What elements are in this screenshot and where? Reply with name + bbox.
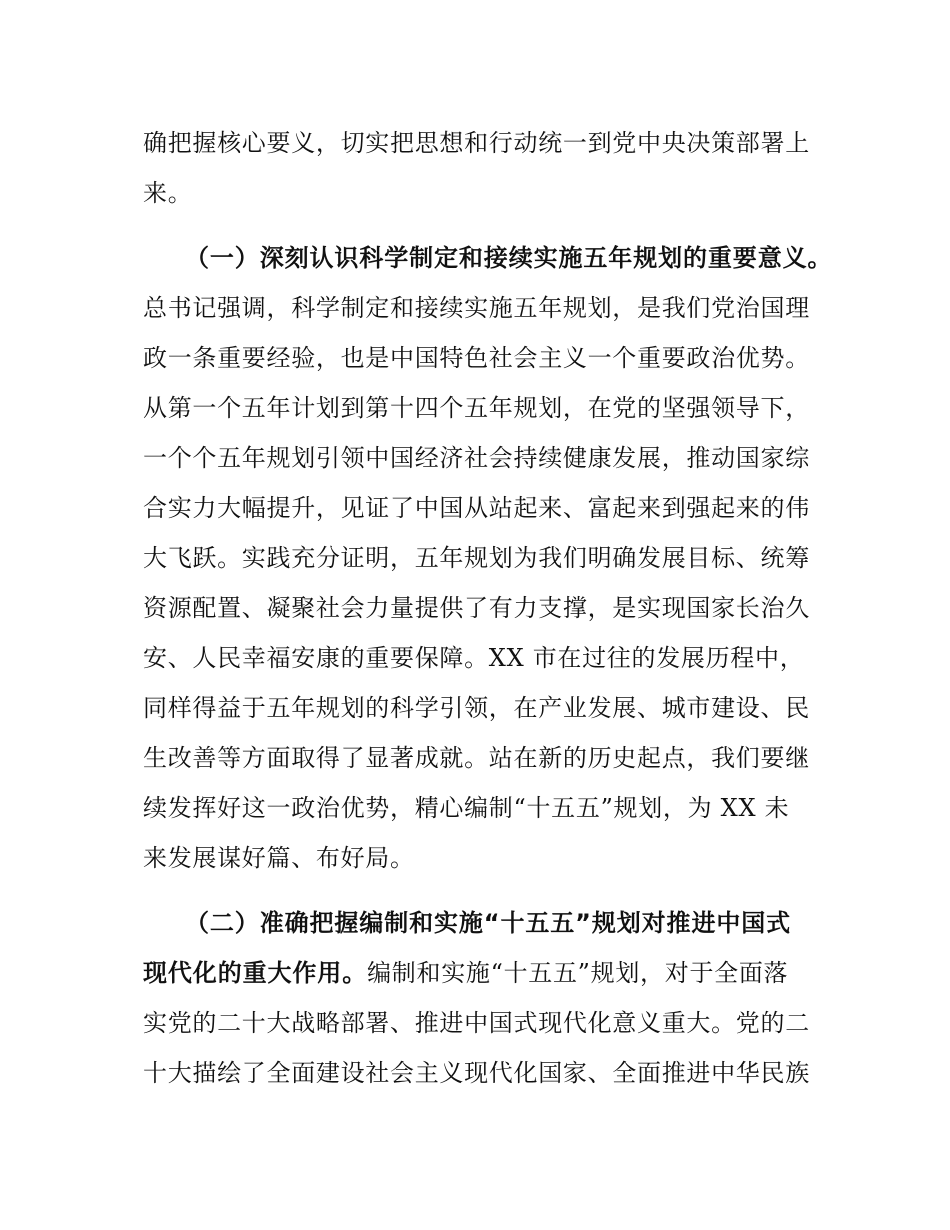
text-line: 同样得益于五年规划的科学引领，在产业发展、城市建设、民 (143, 694, 810, 722)
text-line: 来发展谋好篇、布好局。 (143, 844, 415, 872)
section-heading-2: （二）准确把握编制和实施“十五五”规划对推进中国式 (185, 909, 792, 937)
text-line (143, 958, 788, 988)
text-line: 总书记强调，科学制定和接续实施五年规划，是我们党治国理 (143, 294, 810, 322)
text-line: 资源配置、凝聚社会力量提供了有力支撑，是实现国家长治久 (143, 594, 810, 622)
text-span: 编制和实施“十五五”规划，对于全面落 (367, 959, 789, 987)
text-line: 续发挥好这一政治优势，精心编制“十五五”规划，为 XX 未 (143, 794, 790, 822)
text-line: 生改善等方面取得了显著成就。站在新的历史起点，我们要继 (143, 744, 810, 772)
text-line: 一个个五年规划引领中国经济社会持续健康发展，推动国家综 (143, 444, 810, 472)
text-line: 实党的二十大战略部署、推进中国式现代化意义重大。党的二 (143, 1009, 810, 1037)
section-heading-2-end: 现代化的重大作用。 (143, 959, 368, 987)
text-line: 政一条重要经验，也是中国特色社会主义一个重要政治优势。 (143, 344, 810, 372)
text-line: 合实力大幅提升，见证了中国从站起来、富起来到强起来的伟 (143, 494, 810, 522)
text-line: 确把握核心要义，切实把思想和行动统一到党中央决策部署上 (143, 129, 810, 157)
section-heading-1: （一）深刻认识科学制定和接续实施五年规划的重要意义。 (185, 244, 833, 272)
text-line: 十大描绘了全面建设社会主义现代化国家、全面推进中华民族 (143, 1059, 810, 1087)
text-line: 来。 (143, 179, 193, 207)
text-line: 大飞跃。实践充分证明，五年规划为我们明确发展目标、统筹 (143, 544, 810, 572)
text-line: 从第一个五年计划到第十四个五年规划，在党的坚强领导下， (143, 394, 810, 422)
text-line: 安、人民幸福安康的重要保障。XX 市在过往的发展历程中， (143, 644, 805, 672)
